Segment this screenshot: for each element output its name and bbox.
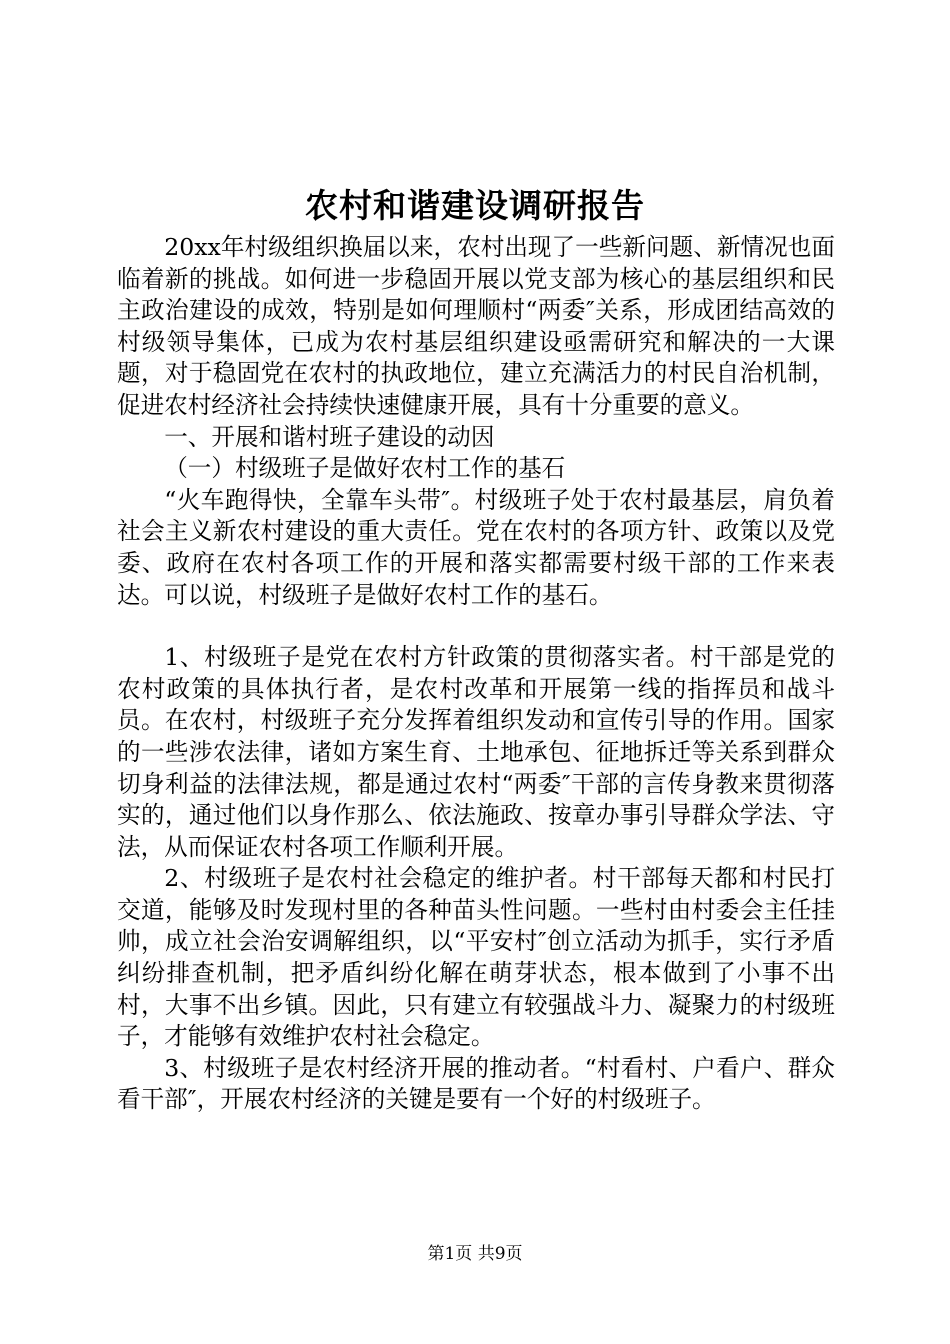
page-footer: 第1页 共9页 bbox=[427, 1244, 523, 1264]
document-body bbox=[117, 232, 835, 1116]
subsection-heading: （一）村级班子是做好农村工作的基石 bbox=[164, 454, 566, 483]
section-heading: 一、开展和谐村班子建设的动因 bbox=[164, 422, 495, 451]
document-title: 农村和谐建设调研报告 bbox=[305, 186, 645, 225]
paragraph-foundation: “火车跑得快，全靠车头带″。村级班子处于农村最基层，肩负着社会主义新农村建设的重大责任。党在农村的各项方针、政策以及党委、政府在农村各项工作的开展和落实都需要村级干部的工作来表达。可以说，村级班子是做好农村工作的基石。 bbox=[117, 485, 835, 609]
paragraph-point-3: 3、村级班子是农村经济开展的推动者。“村看村、户看户、群众看干部″，开展农村经济的关键是要有一个好的村级班子。 bbox=[117, 1053, 835, 1114]
paragraph-intro: 20xx年村级组织换届以来，农村出现了一些新问题、新情况也面临着新的挑战。如何进一步稳固开展以党支部为核心的基层组织和民主政治建设的成效，特别是如何理顺村“两委″关系，形成团结高效的村级领导集体，已成为农村基层组织建设亟需研究和解决的一大课题，对于稳固党在农村的执政地位，建立充满活力的村民自治机制，促进农村经济社会持续快速健康开展，具有十分重要的意义。 bbox=[117, 233, 835, 419]
paragraph-point-1: 1、村级班子是党在农村方针政策的贯彻落实者。村干部是党的农村政策的具体执行者，是农村改革和开展第一线的指挥员和战斗员。在农村，村级班子充分发挥着组织发动和宣传引导的作用。国家的一些涉农法律，诸如方案生育、土地承包、征地拆迁等关系到群众切身利益的法律法规，都是通过农村“两委″干部的言传身教来贯彻落实的，通过他们以身作那么、依法施政、按章办事引导群众学法、守法，从而保证农村各项工作顺利开展。 bbox=[117, 643, 835, 861]
paragraph-point-2: 2、村级班子是农村社会稳定的维护者。村干部每天都和村民打交道，能够及时发现村里的各种苗头性问题。一些村由村委会主任挂帅，成立社会治安调解组织，以“平安村″创立活动为抓手，实行矛盾纠纷排查机制，把矛盾纠纷化解在萌芽状态，根本做到了小事不出村，大事不出乡镇。因此，只有建立有较强战斗力、凝聚力的村级班子，才能够有效维护农村社会稳定。 bbox=[117, 864, 835, 1051]
